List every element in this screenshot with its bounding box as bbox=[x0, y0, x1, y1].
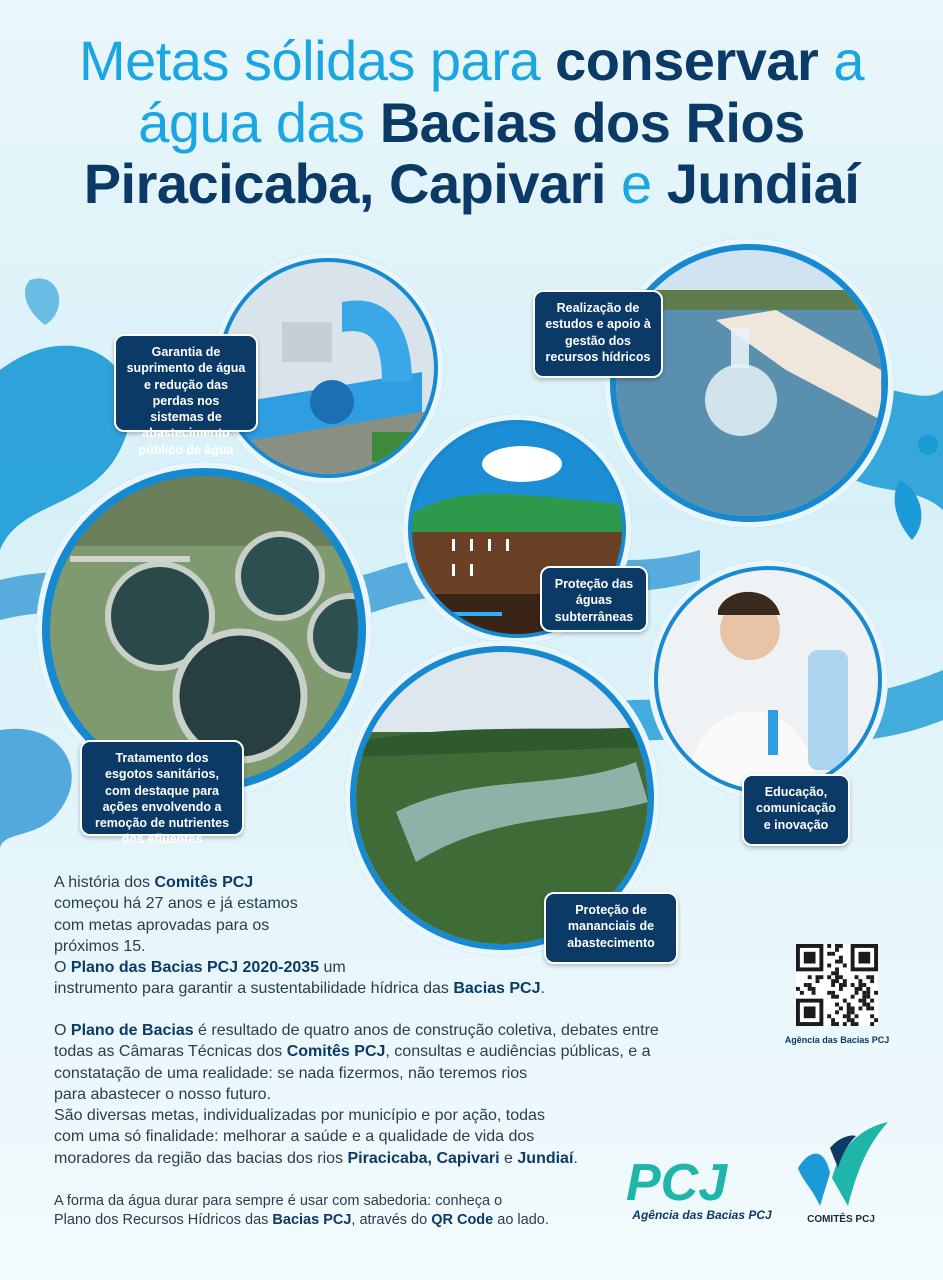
paragraph-history: A história dos Comitês PCJ começou há 27 anos e já estamos com metas aprovadas para os próximos 15. O Plano das Bacias PCJ 2020-2035 um instrumento para garantir a sustentabilidade hídrica das Bacias PCJ. bbox=[54, 874, 545, 998]
title-line-1: Metas sólidas para conservar a bbox=[78, 29, 864, 92]
bubble-sewage: Tratamento dos esgotos sanitários, com destaque para ações envolvendo a remoção de nutrientes dos efluentes bbox=[80, 740, 244, 836]
page-title bbox=[30, 30, 913, 215]
bubble-groundwater: Proteção das águas subterrâneas bbox=[540, 566, 648, 632]
photo-circle-scientist bbox=[648, 560, 888, 800]
bubble-springs: Proteção de mananciais de abastecimento bbox=[544, 892, 678, 964]
paragraph-footer: A forma da água durar para sempre é usar com sabedoria: conheça o Plano dos Recursos Hídricos das Bacias PCJ, através do QR Code ao lado. bbox=[54, 1193, 549, 1229]
title-line-3: Piracicaba, Capivari e Jundiaí bbox=[83, 152, 860, 216]
svg-text:PCJ: PCJ bbox=[626, 1154, 728, 1210]
scientist-photo bbox=[658, 570, 878, 790]
bubble-studies: Realização de estudos e apoio à gestão dos recursos hídricos bbox=[533, 290, 663, 378]
bubble-education: Educação, comunicação e inovação bbox=[742, 774, 850, 846]
qr-code[interactable] bbox=[796, 944, 878, 1026]
title-line-2: água das Bacias dos Rios bbox=[138, 90, 805, 154]
comites-pcj-caption: COMITÊS PCJ bbox=[807, 1214, 875, 1225]
agencia-pcj-caption: Agência das Bacias PCJ bbox=[632, 1208, 772, 1222]
qr-caption: Agência das Bacias PCJ bbox=[784, 1035, 890, 1045]
photo-circle-lab-flask bbox=[604, 238, 894, 528]
sewage-plant-photo bbox=[50, 476, 358, 784]
paragraph-plan: O Plano de Bacias é resultado de quatro anos de construção coletiva, debates entre todas as Câmaras Técnicas dos Comitês PCJ, consultas e audiências públicas, e a constatação de uma realidade: se nada fizermos, não teremos rios para abastecer o nosso futuro. São diversas metas, individualizadas por município e por ação, todas com uma só finalidade: melhorar a saúde e a qualidade de vida dos moradores da região das bacias dos rios Piracicaba, Capivari e Jundiaí. bbox=[54, 1022, 659, 1167]
bubble-water-supply: Garantia de suprimento de água e redução das perdas nos sistemas de abastecimento público de água bbox=[114, 334, 258, 432]
comites-pcj-logo bbox=[790, 1118, 890, 1210]
agencia-pcj-logo bbox=[622, 1150, 782, 1210]
